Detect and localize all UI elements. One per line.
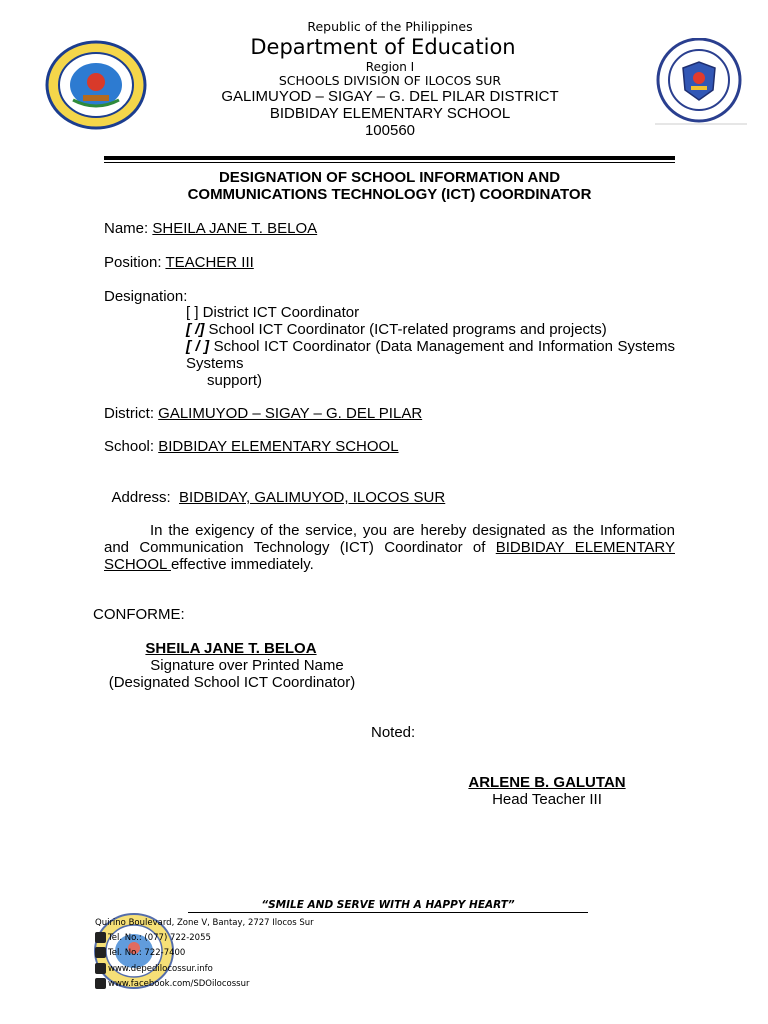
designation-option-district	[186, 304, 359, 321]
republic-line: Republic of the Philippines	[307, 19, 473, 34]
district-line: GALIMUYOD – SIGAY – G. DEL PILAR DISTRICT	[221, 88, 559, 105]
designation-paragraph	[104, 522, 675, 573]
footer-rule	[188, 912, 588, 913]
checkbox-checked: [ /]	[186, 321, 205, 338]
position-value: TEACHER III	[165, 254, 254, 271]
address-value: BIDBIDAY, GALIMUYOD, ILOCOS SUR	[179, 489, 446, 506]
checkbox-checked: [ / ]	[186, 338, 210, 355]
noted-title: Head Teacher III	[492, 791, 602, 808]
option3-continuation: Systems	[186, 355, 244, 372]
footer-tel1-text: Tel. No.: (077) 722-2055	[108, 933, 211, 943]
district-value: GALIMUYOD – SIGAY – G. DEL PILAR	[158, 405, 423, 422]
noted-name: ARLENE B. GALUTAN	[468, 774, 626, 791]
option-label: District ICT Coordinator	[198, 304, 360, 321]
address-field	[104, 472, 445, 506]
name-value: SHEILA JANE T. BELOA	[152, 220, 318, 237]
conforme-role: (Designated School ICT Coordinator)	[108, 674, 356, 691]
footer-tel2-text: Tel. No.: 722-7400	[108, 948, 186, 958]
region-line: Region I	[365, 60, 415, 74]
school-id-line: 100560	[364, 122, 416, 139]
phone-icon	[95, 932, 106, 943]
paragraph-end: effective immediately.	[170, 556, 314, 573]
deped-division-seal	[45, 40, 147, 130]
conforme-name: SHEILA JANE T. BELOA	[145, 640, 317, 657]
designation-option-school-programs	[186, 321, 607, 338]
document-title-line2: COMMUNICATIONS TECHNOLOGY (ICT) COORDINATOR	[187, 186, 592, 203]
paragraph-start: In the exigency of the service, you are hereby designated as the Information and Communication Technology (ICT) Coordinator of	[104, 522, 675, 556]
footer-fb-text[interactable]: www.facebook.com/SDOilocossur	[108, 979, 250, 989]
footer-tel1	[95, 932, 211, 943]
option-label: School ICT Coordinator (ICT-related programs and projects)	[204, 321, 607, 338]
school-seal	[655, 38, 747, 126]
facebook-icon	[95, 978, 106, 989]
footer-facebook[interactable]	[95, 978, 250, 989]
option3-support: support)	[207, 372, 263, 389]
position-label: Position:	[104, 254, 166, 271]
header-rule-thin	[104, 162, 675, 163]
footer-tel2	[95, 947, 185, 958]
globe-icon	[95, 963, 106, 974]
address-label: Address:	[111, 489, 180, 506]
footer-address: Quirino Boulevard, Zone V, Bantay, 2727 Ilocos Sur	[95, 918, 314, 928]
district-field	[104, 405, 422, 422]
name-label: Name:	[104, 220, 153, 237]
noted-label: Noted:	[371, 724, 416, 741]
checkbox-empty: [ ]	[186, 304, 199, 321]
department-title: Department of Education	[250, 35, 516, 59]
school-value: BIDBIDAY ELEMENTARY SCHOOL	[158, 438, 399, 455]
conforme-signature-line: Signature over Printed Name	[150, 657, 344, 674]
option-label: School ICT Coordinator (Data Management and Information Systems	[209, 338, 675, 355]
footer-motto: “SMILE AND SERVE WITH A HAPPY HEART”	[261, 899, 515, 911]
district-label: District:	[104, 405, 159, 422]
school-field	[104, 438, 399, 455]
footer-web-text[interactable]: www.depedilocossur.info	[108, 964, 213, 974]
school-label: School:	[104, 438, 159, 455]
name-field	[104, 220, 317, 237]
paragraph-school: BIDBIDAY ELEMENTARY SCHOOL	[104, 539, 675, 573]
school-line: BIDBIDAY ELEMENTARY SCHOOL	[269, 105, 511, 122]
document-title-line1: DESIGNATION OF SCHOOL INFORMATION AND	[218, 169, 561, 186]
division-line: SCHOOLS DIVISION OF ILOCOS SUR	[278, 73, 502, 88]
footer-web[interactable]	[95, 963, 213, 974]
position-field	[104, 254, 254, 271]
conforme-label: CONFORME:	[93, 606, 185, 623]
header-rule-thick	[104, 156, 675, 160]
designation-option-school-data	[186, 338, 675, 355]
phone-icon	[95, 947, 106, 958]
designation-label: Designation:	[104, 288, 188, 305]
